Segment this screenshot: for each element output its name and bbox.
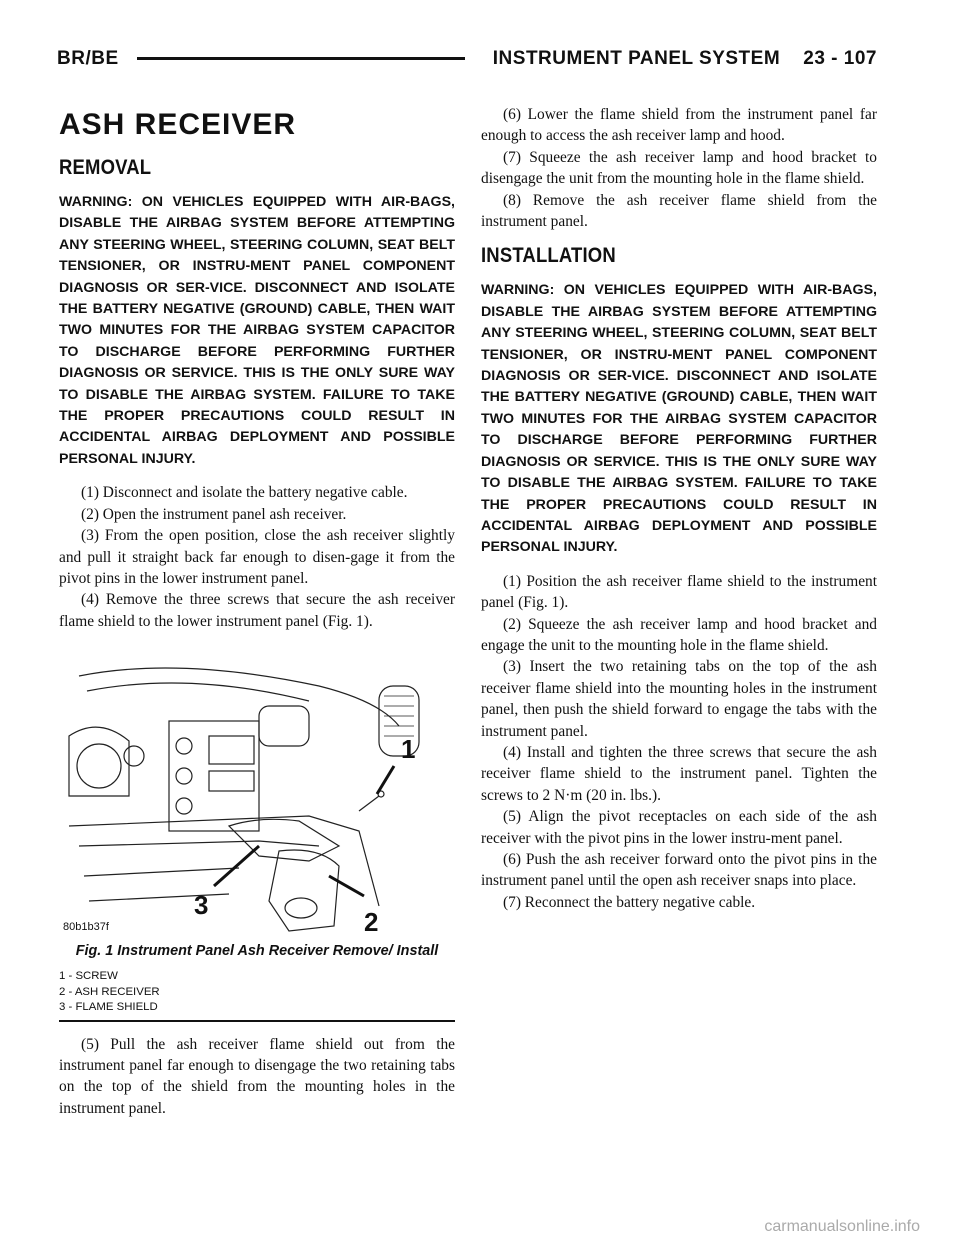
removal-step: (2) Open the instrument panel ash receiver.: [81, 505, 347, 523]
figure-caption: Fig. 1 Instrument Panel Ash Receiver Remove/ Install: [75, 943, 439, 960]
right-column: [481, 104, 877, 913]
watermark: carmanualsonline.info: [764, 1218, 920, 1235]
removal-step: (6) Lower the flame shield from the instrument panel far enough to access the ash receiver lamp and hood.: [481, 106, 877, 145]
figure-code: 80b1b37f: [63, 921, 109, 934]
installation-step: (1) Position the ash receiver flame shield to the instrument panel (Fig. 1).: [481, 572, 877, 612]
legend-item: 1 - SCREW: [59, 970, 118, 983]
removal-step: (3) From the open position, close the ash receiver slightly and pull it straight back far enough to disen-gage it from the pivot pins in the lower instrument panel.: [59, 527, 455, 587]
installation-step: (2) Squeeze the ash receiver lamp and hood bracket and engage the unit to the mounting hole in the flame shield.: [481, 615, 877, 654]
removal-step: (7) Squeeze the ash receiver lamp and hood bracket to disengage the unit from the mounting hole in the flame shield.: [481, 148, 877, 188]
installation-step: (5) Align the pivot receptacles on each side of the ash receiver with the pivot pins in the lower instru-ment panel.: [481, 808, 877, 847]
callout-2: 2: [364, 907, 379, 937]
callout-3: 3: [194, 890, 209, 921]
section-page-number: INSTRUMENT PANEL SYSTEM 23 - 107: [492, 48, 877, 69]
installation-warning: WARNING: ON VEHICLES EQUIPPED WITH AIR-BAGS, DISABLE THE AIRBAG SYSTEM BEFORE ATTEMPTING ANY STEERING WHEEL, STEERING COLUMN, SEAT BELT TENSIONER, OR INSTRU-MENT PANEL COMPONENT DIAGNOSIS OR SER-VICE. DISCONNECT AND ISOLATE THE BATTERY NEGATIVE (GROUND) CABLE, THEN WAIT TWO MINUTES FOR THE AIRBAG SYSTEM CAPACITOR TO DISCHARGE BEFORE PERFORMING FURTHER DIAGNOSIS OR SERVICE. THIS IS THE ONLY SURE WAY TO DISABLE THE AIRBAG SYSTEM. FAILURE TO TAKE THE PROPER PRECAUTIONS COULD RESULT IN ACCIDENTAL AIRBAG DEPLOYMENT AND POSSIBLE PERSONAL INJURY.: [481, 282, 877, 556]
removal-step: (8) Remove the ash receiver flame shield from the instrument panel.: [481, 191, 877, 231]
figure-1: [59, 646, 455, 1022]
installation-step: (3) Insert the two retaining tabs on the top of the ash receiver flame shield into the mounting holes in the instrument panel, then push the shield forward to engage the tabs with the instrument panel.: [481, 658, 877, 740]
installation-step: (7) Reconnect the battery negative cable.: [503, 893, 756, 911]
header-rule: [137, 57, 465, 60]
removal-heading: REMOVAL: [59, 156, 152, 179]
ash-receiver-illustration: [59, 646, 455, 936]
installation-step: (4) Install and tighten the three screws that secure the ash receiver flame shield to the instrument panel. Tighten the screws to 2 N·m (20 in. lbs.).: [481, 743, 877, 804]
model-code: BR/BE: [57, 48, 119, 69]
removal-step: (5) Pull the ash receiver flame shield out from the instrument panel far enough to disengage the two retaining tabs on the top of the shield from the mounting holes in the instrument panel.: [59, 1035, 455, 1117]
page-header: [57, 46, 877, 76]
figure-legend: [59, 969, 455, 1016]
page-title: ASH RECEIVER: [59, 108, 297, 141]
removal-step: (4) Remove the three screws that secure the ash receiver flame shield to the lower instrument panel (Fig. 1).: [59, 591, 455, 630]
legend-item: 2 - ASH RECEIVER: [59, 985, 160, 998]
installation-step: (6) Push the ash receiver forward onto the pivot pins in the instrument panel until the open ash receiver snaps into place.: [481, 851, 877, 890]
callout-1: 1: [401, 734, 416, 765]
legend-item: 3 - FLAME SHIELD: [59, 1001, 158, 1014]
removal-warning: WARNING: ON VEHICLES EQUIPPED WITH AIR-BAGS, DISABLE THE AIRBAG SYSTEM BEFORE ATTEMPTING ANY STEERING WHEEL, STEERING COLUMN, SEAT BELT TENSIONER, OR INSTRU-MENT PANEL COMPONENT DIAGNOSIS OR SER-VICE. DISCONNECT AND ISOLATE THE BATTERY NEGATIVE (GROUND) CABLE, THEN WAIT TWO MINUTES FOR THE AIRBAG SYSTEM CAPACITOR TO DISCHARGE BEFORE PERFORMING FURTHER DIAGNOSIS OR SERVICE. THIS IS THE ONLY SURE WAY TO DISABLE THE AIRBAG SYSTEM. FAILURE TO TAKE THE PROPER PRECAUTIONS COULD RESULT IN ACCIDENTAL AIRBAG DEPLOYMENT AND POSSIBLE PERSONAL INJURY.: [59, 194, 455, 467]
left-column: [59, 104, 455, 1119]
installation-heading: INSTALLATION: [481, 244, 616, 268]
removal-step: (1) Disconnect and isolate the battery negative cable.: [81, 484, 408, 502]
figure-rule: [59, 1020, 455, 1022]
